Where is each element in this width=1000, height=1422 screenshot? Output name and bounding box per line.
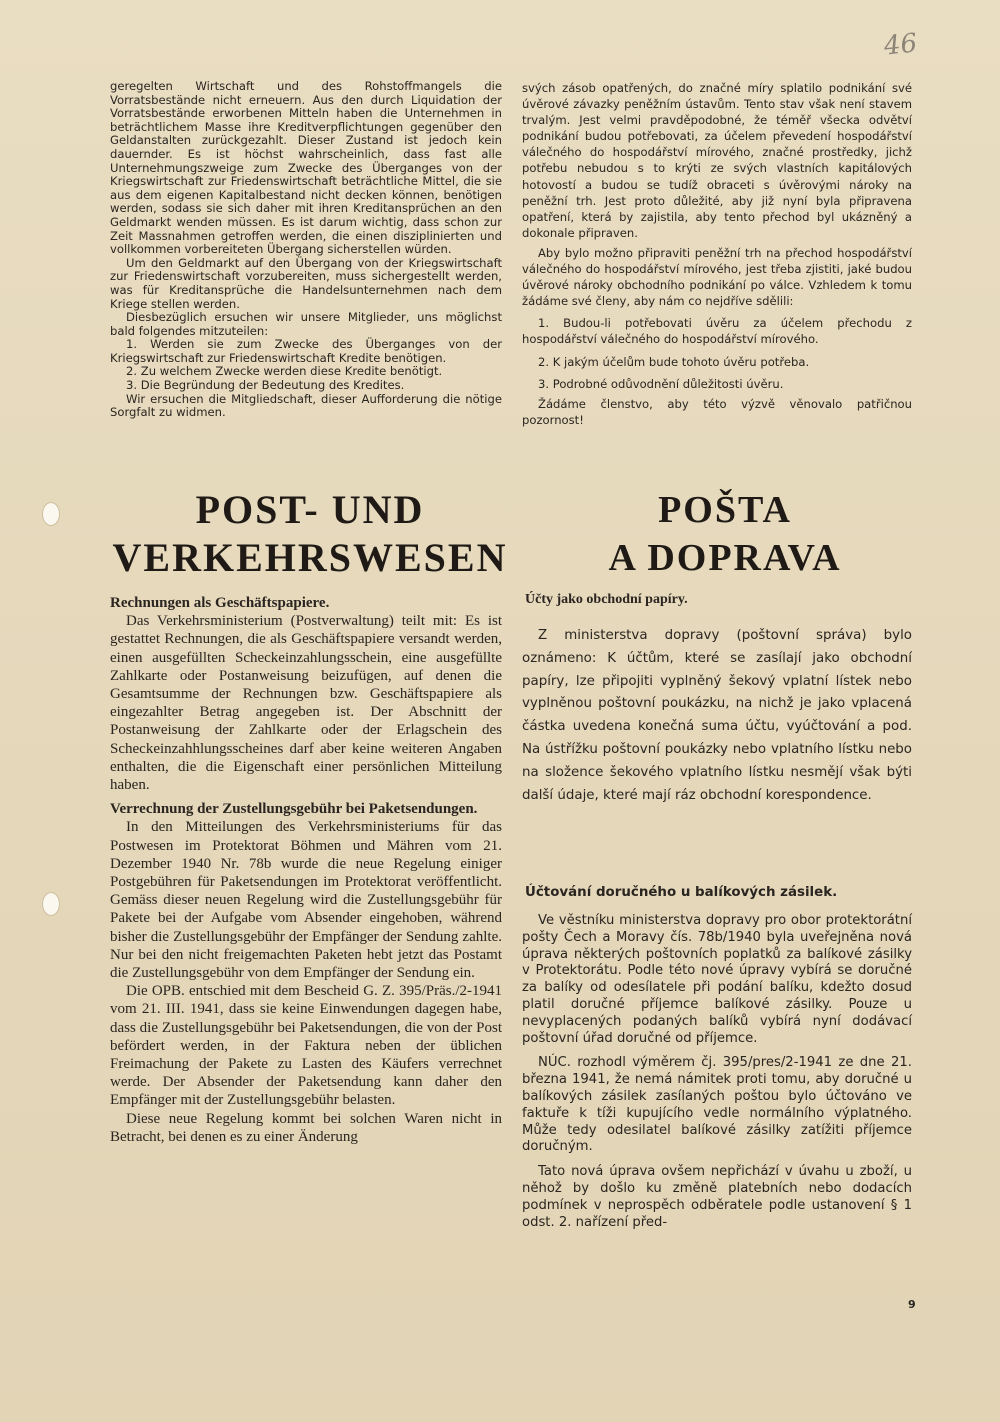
german-body-paragraph: In den Mitteilungen des Verkehrsministeriums für das Postwesen im Protektorat Böhmen und Mähren vom 21. Dezember 1940 Nr. 78b wurde die neue Regelung einiger Postgebühren für Paketsendungen im Protektorat veröffentlicht. Gemäss dieser neuen Regelung wird die Zustellungsgebühr für Pakete bei der Aufgabe vom Absender eingehoben, während bisher die Zustellungsgebühr der Empfänger der Sendung zahlte. Nur bei den nicht freigemachten Paketen hebt jetzt das Postamt die Zustellungsgebühr von dem Empfänger der Sendung ein. — [110, 819, 502, 982]
german-heading-line: VERKEHRSWESEN — [112, 535, 508, 580]
german-subheading: Verrechnung der Zustellungsgebühr bei Paketsendungen. — [110, 801, 478, 818]
punch-hole — [42, 892, 60, 916]
german-intro-column — [110, 80, 502, 420]
folio-mark: 46 — [882, 28, 919, 62]
czech-subheading: Účtování doručného u balíkových zásilek. — [525, 885, 838, 900]
german-body-paragraph: Die OPB. entschied mit dem Bescheid G. Z. 395/Präs./2-1941 vom 21. III. 1941, dass sie keine Einwendungen dagegen habe, dass die Zustellungsgebühr bei Paketsendungen, die von der Post befördert werden, in der Faktura neben der üblichen Freimachung der Pakete zu Lasten des Käufers verrechnet werde. Der Absender der Paketsendung kann daher den Empfänger mit der Zustellungsgebühr belasten. — [110, 983, 502, 1109]
german-intro-paragraph: Um den Geldmarkt auf den Übergang von der Kriegswirtschaft zur Friedenswirtschaft vorzubereiten, muss sichergestellt werden, was für Kreditansprüche die Handelsunternehmen nach dem Kriege stellen werden. — [110, 255, 502, 311]
german-intro-paragraph: Wir ersuchen die Mitgliedschaft, dieser Aufforderung die nötige Sorgfalt zu widmen. — [110, 391, 502, 420]
german-intro-paragraph: geregelten Wirtschaft und des Rohstoffmangels die Vorratsbestände nicht erneuern. Aus den durch Liquidation der Vorratsbestände erworbenen Mitteln haben die Unternehmen in beträchtlichem Masse ihre Kreditverpflichtungen gegenüber den Geldanstalten zurückgezahlt. Dieser Zustand ist jedoch kein dauernder. Es ist höchst wahrscheinlich, dass fast alle Unternehmungszweige zum Zwecke des Überganges von der Kriegswirtschaft zur Friedenswirtschaft beträchtliche Mittel, die sie aus dem eigenen Kapitalbestand nicht decken können, benötigen werden, sodass sie sich daher mit ihren Kreditansprüchen an den Geldmarkt wenden müssen. Es ist darum wichtig, dass schon zur Zeit Massnahmen getroffen werden, die einen disziplinierten und vollkommen vorbereiteten Übergang sicherstellen würden. — [110, 79, 502, 257]
czech-section-heading — [540, 486, 910, 582]
german-section-heading — [110, 486, 510, 582]
czech-list-item: 3. Podrobné odůvodnění důležitosti úvěru. — [538, 376, 784, 391]
german-intro-paragraph: Diesbezüglich ersuchen wir unsere Mitglieder, uns möglichst bald folgendes mitzuteilen: — [110, 310, 502, 338]
german-list-item: 1. Werden sie zum Zwecke des Überganges von der Kriegswirtschaft zur Friedenswirtschaft Kredite benötigen. — [110, 337, 502, 365]
czech-body-paragraph: Tato nová úprava ovšem nepřichází v úvahu u zboží, u něhož by došlo ku změně platebních nebo dodacích podmínek v neprospěch odběratele podle ustanovení § 1 odst. 2. nařízení před- — [522, 1164, 912, 1230]
czech-list-item: 2. K jakým účelům bude tohoto úvěru potřeba. — [538, 354, 810, 369]
czech-heading-line: POŠTA — [658, 489, 792, 531]
german-body-paragraph: Diese neue Regelung kommt bei solchen Waren nicht in Betracht, bei denen es zu einer Änderung — [110, 1110, 502, 1145]
czech-body-paragraph: NÚC. rozhodl výměrem čj. 395/pres/2-1941 ze dne 21. března 1941, že nemá námitek proti tomu, aby doručné u balíkových zásilek zasílaných poštou bylo účtováno ve faktuře k tíži kupujícího vedle normálního výplatného. Může tedy odesilatel balíkové zásilky zatížiti příjemce doručným. — [522, 1055, 912, 1155]
czech-intro-paragraph: svých zásob opatřených, do značné míry splatilo podnikání své úvěrové závazky peněžním ústavům. Tento stav však není stavem trvalým. Jest velmi pravděpodobné, že téměř všecka odvětví podnikání budou potřebovati, za účelem převedení hospodářství válečného do hospodářství mírového, značné prostředky, jichž potřebu nebudou s to krýti ze svých vlastních kapitálových hotovostí a budou se tudíž obraceti s úvěrovými nároky na peněžní trh. Jest proto důležité, aby již nyní byla připravena opatření, která by zajistila, aby tento přechod byl ukázněný a dokonale připraven. — [522, 81, 912, 240]
german-list-item: 2. Zu welchem Zwecke werden diese Kredite benötigt. — [126, 364, 443, 379]
czech-heading-line: A DOPRAVA — [608, 537, 842, 579]
czech-body-paragraph: Z ministerstva dopravy (poštovní správa) bylo oznámeno: K účtům, které se zasílají jako obchodní papíry, lze připojiti vyplněný šekový vplatní lístek nebo vyplněnou poštovní poukázku, na nichž je jako vplacená částka uvedena konečná suma účtu, vyúčtování a pod. Na ústřížku poštovní poukázky nebo vplatního lístku nebo na složence šekového vplatního lístku nesmějí však býti další údaje, které mají ráz obchodní korespondence. — [522, 628, 912, 803]
czech-list-item: 1. Budou-li potřebovati úvěru za účelem přechodu z hospodářství válečného do hospodářství mírového. — [522, 316, 912, 347]
german-list-item: 3. Die Begründung der Bedeutung des Kredites. — [126, 378, 405, 393]
czech-subheading: Účty jako obchodní papíry. — [525, 592, 688, 607]
czech-intro-column — [522, 80, 912, 428]
czech-body-section-1 — [522, 625, 912, 807]
czech-intro-paragraph: Aby bylo možno připraviti peněžní trh na přechod hospodářství válečného do hospodářství mírového, jest třeba zjistiti, jaké budou úvěrové nároky obchodního podnikání po válce. Vzhledem k tomu žádáme své členy, aby nám co nejdříve sdělili: — [522, 245, 912, 309]
page-number: 9 — [908, 1298, 916, 1311]
german-body-column — [110, 594, 502, 1146]
czech-body-section-2 — [522, 913, 912, 1239]
punch-hole — [42, 502, 60, 526]
german-subheading: Rechnungen als Geschäftspapiere. — [110, 595, 330, 611]
czech-intro-paragraph: Žádáme členstvo, aby této výzvě věnovalo patřičnou pozornost! — [522, 396, 912, 427]
german-body-paragraph: Das Verkehrsministerium (Postverwaltung) teilt mit: Es ist gestattet Rechnungen, die als Geschäftspapiere versandt werden, einen ausgefüllten Scheckeinzahlungsschein, eine ausgefüllte Zahlkarte oder Postanweisung beizufügen, auf denen die Gesamtsumme der Rechnungen bzw. Geschäftspapiere als eingezahlter Betrag angegeben ist. Der Abschnitt der Postanweisung der Zahlkarte oder der Erlagschein des Scheckeinzahhlungsscheines darf aber keine weiteren Angaben enthalten, die die Eigenschaft einer persönlichen Mitteilung haben. — [110, 613, 502, 794]
german-heading-line: POST- UND — [195, 487, 425, 532]
czech-body-paragraph: Ve věstníku ministerstva dopravy pro obor protektorátní pošty Čech a Moravy čís. 78b/1940 byla uveřejněna nová úprava některých poštovních poplatků za balíkové zásilky v Protektorátu. Podle této nové úpravy vybírá se doručné za balíky od odesílatele při podání balíku, kdežto dosud platil doručné příjemce balíkové zásilky. Pouze u nevyplacených podaných balíků vybírá nyní dodávací poštovní úřad doručné od příjemce. — [522, 913, 912, 1046]
